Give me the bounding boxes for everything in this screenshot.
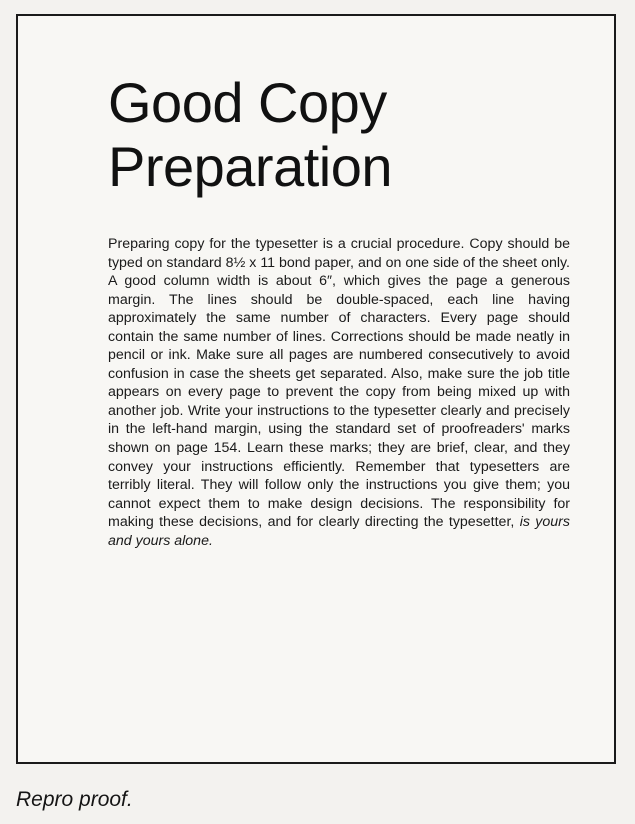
- proof-body-paragraph: [108, 235, 570, 550]
- proof-title-line-2: Preparation: [108, 135, 393, 198]
- proof-body-emphasis: is yours and yours alone.: [108, 514, 570, 549]
- proof-body-text: Preparing copy for the typesetter is a crucial procedure. Copy should be typed on standard 8½ x 11 bond paper, and on one side of the sheet only. A good column width is about 6″, which gives the page a generous margin. The lines should be double-spaced, each line having approximately the same number of characters. Every page should contain the same number of lines. Corrections should be made neatly in pencil or ink. Make sure all pages are numbered consecutively to avoid confusion in case the sheets get separated. Also, make sure the job title appears on every page to prevent the copy from being mixed up with another job. Write your instructions to the typesetter clearly and precisely in the left-hand margin, using the standard set of proofreaders' marks shown on page 154. Learn these marks; they are brief, clear, and they convey your instructions efficiently. Remember that typesetters are terribly literal. They will follow only the instructions you give them; you cannot expect them to make design decisions. The responsibility for making these decisions, and for clearly directing the typesetter,: [108, 236, 570, 531]
- proof-title-line-1: Good Copy: [108, 71, 387, 134]
- figure-caption: Repro proof.: [16, 788, 133, 811]
- proof-title: [108, 71, 392, 199]
- repro-proof-panel: [16, 14, 616, 764]
